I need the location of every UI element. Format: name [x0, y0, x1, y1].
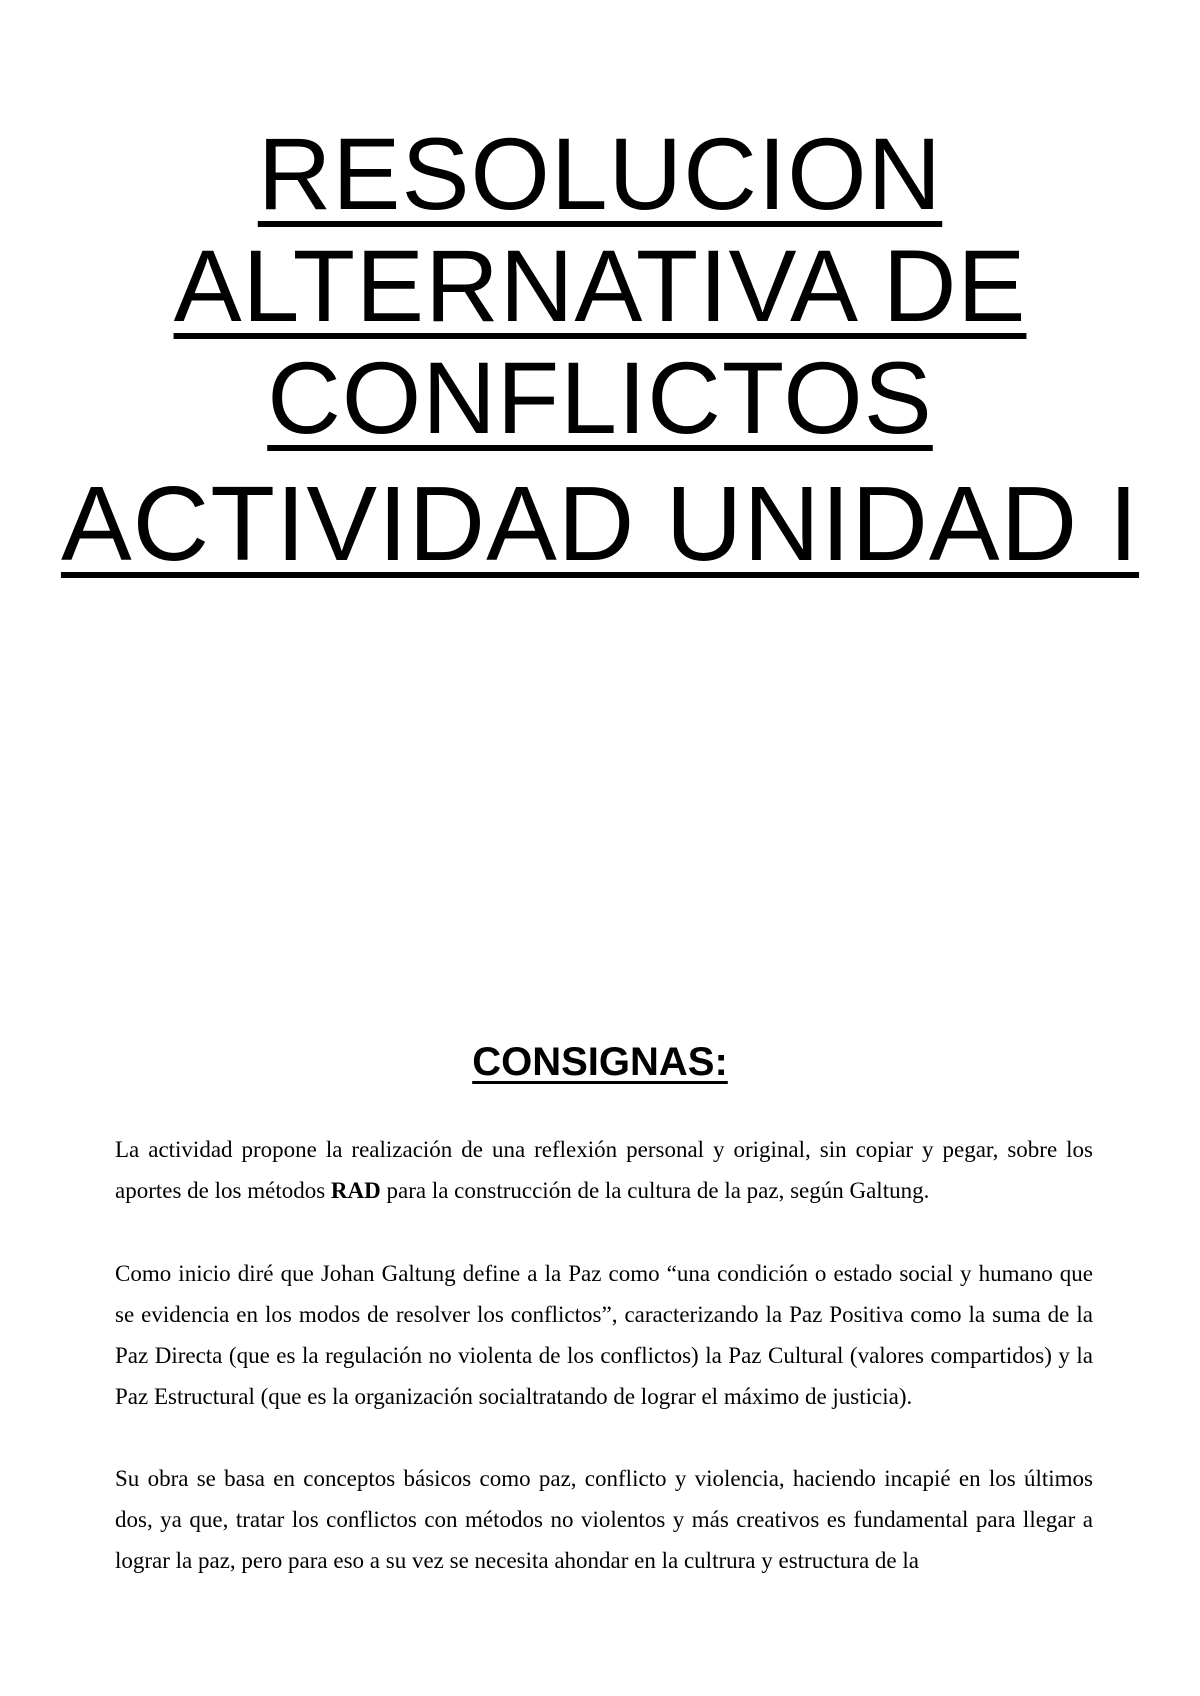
- document-subtitle: ACTIVIDAD UNIDAD I: [60, 465, 1140, 583]
- title-line-2: ALTERNATIVA DE: [173, 229, 1027, 343]
- title-line-3: CONFLICTOS: [267, 341, 933, 455]
- paragraph-3: Su obra se basa en conceptos básicos como paz, conflicto y violencia, haciendo incapié en los últimos dos, ya que, tratar los conflictos con métodos no violentos y más creativos es fundamental para llegar a lograr la paz, pero para eso a su vez se necesita ahondar en la cultrura y estructura de la: [115, 1466, 1093, 1573]
- paragraph-2: Como inicio diré que Johan Galtung define a la Paz como “una condición o estado social y humano que se evidencia en los modos de resolver los conflictos”, caracterizando la Paz Positiva como la suma de la Paz Directa (que es la regulación no violenta de los conflictos) la Paz Cultural (valores compartidos) y la Paz Estructural (que es la organización socialtratando de lograr el máximo de justicia).: [115, 1261, 1093, 1409]
- title-line-1: RESOLUCION: [257, 117, 943, 231]
- section-heading: CONSIGNAS:: [472, 1040, 728, 1084]
- title-row-1: [0, 118, 1200, 230]
- title-row-2: [0, 230, 1200, 342]
- title-row-3: [0, 342, 1200, 454]
- document-title: [0, 117, 1200, 583]
- paragraph-1-text-end: para la construcción de la cultura de la paz, según Galtung.: [380, 1178, 930, 1203]
- paragraph-1-bold-term: RAD: [330, 1178, 381, 1203]
- subtitle-row: [0, 465, 1200, 583]
- paragraph-1-text-start: La actividad propone la realización de una reflexión personal y original, sin copiar y pegar, sobre los aportes de los métodos: [115, 1137, 1093, 1203]
- paragraph-1: [115, 1129, 1093, 1211]
